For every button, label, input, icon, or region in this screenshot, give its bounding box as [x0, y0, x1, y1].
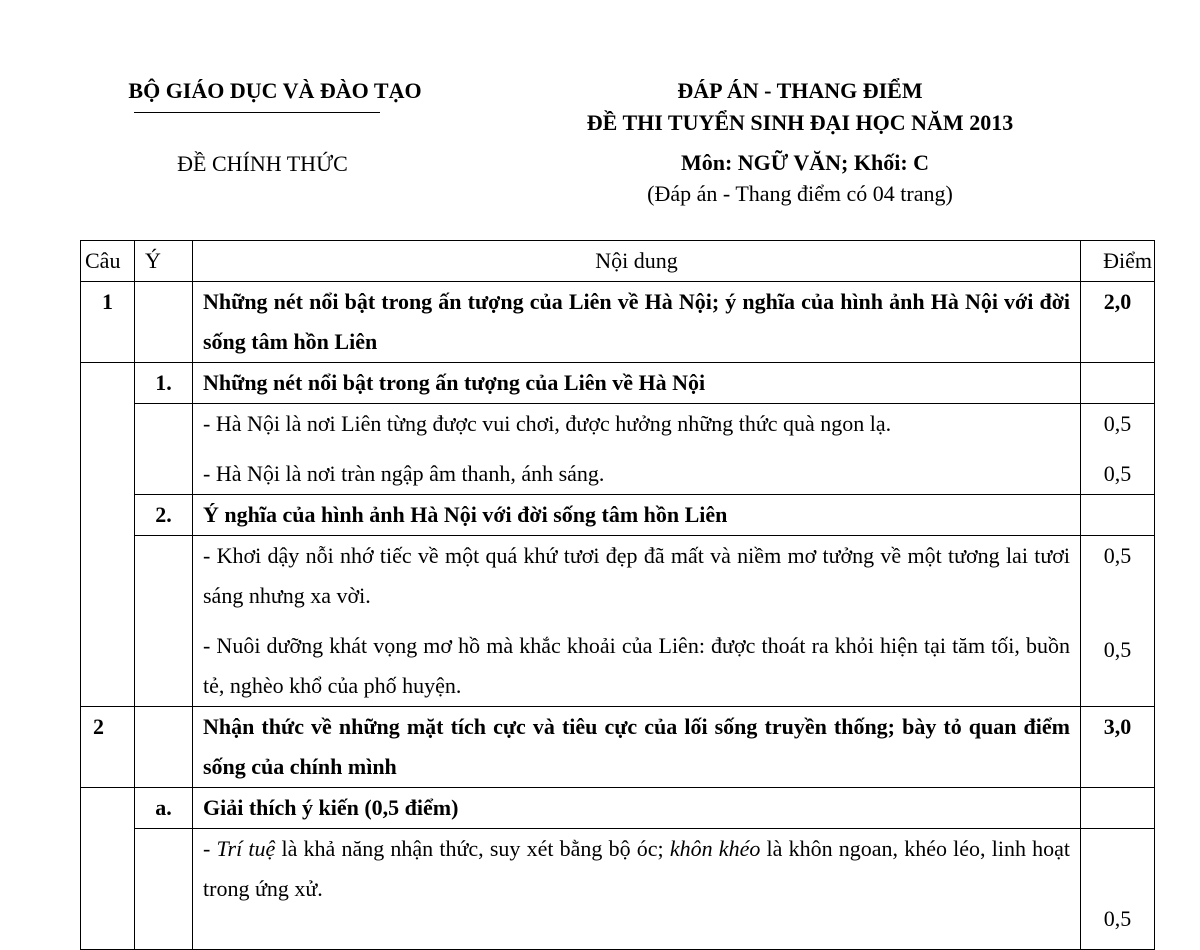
- header-y: Ý: [135, 241, 193, 282]
- answer-title: ĐÁP ÁN - THANG ĐIỂM: [677, 78, 923, 103]
- table-row: [81, 788, 1155, 829]
- point-score: 0,5: [1103, 411, 1132, 436]
- table-row: [81, 363, 1155, 404]
- points-score-cell: [1081, 536, 1155, 707]
- score-cell: [1081, 788, 1155, 829]
- point-text: - Hà Nội là nơi tràn ngập âm thanh, ánh sáng.: [203, 461, 605, 486]
- cau-number: 1: [81, 282, 135, 363]
- table-row: [81, 404, 1155, 495]
- definition-text: là khôn ngoan, khéo léo, linh hoạt trong ứng xử.: [203, 836, 1071, 901]
- section-title: Ý nghĩa của hình ảnh Hà Nội với đời sống tâm hồn Liên: [193, 495, 1081, 536]
- ministry-underline: [134, 112, 380, 113]
- y-letter: a.: [135, 788, 193, 829]
- y-cell: [135, 707, 193, 788]
- header-diem: Điểm: [1081, 241, 1155, 282]
- question-title: Những nét nổi bật trong ấn tượng của Liên về Hà Nội; ý nghĩa của hình ảnh Hà Nội với đời sống tâm hồn Liên: [193, 282, 1081, 363]
- point-score: 0,5: [1103, 637, 1132, 662]
- section-title: Giải thích ý kiến (0,5 điểm): [193, 788, 1081, 829]
- points-cell: [193, 829, 1081, 950]
- point-text: - Nuôi dưỡng khát vọng mơ hồ mà khắc khoải của Liên: được thoát ra khỏi hiện tại tăm tối, buồn tẻ, nghèo khổ của phố huyện.: [203, 633, 1070, 698]
- table-row: [81, 282, 1155, 363]
- term-khon-kheo: khôn khéo: [669, 836, 761, 861]
- table-header-row: [81, 241, 1155, 282]
- table-row: [81, 536, 1155, 707]
- table-row: [81, 829, 1155, 950]
- y-cell: [135, 829, 193, 950]
- pages-note: (Đáp án - Thang điểm có 04 trang): [647, 181, 953, 206]
- subject-line: Môn: NGỮ VĂN; Khối: C: [680, 150, 930, 175]
- header-noi-dung: Nội dung: [193, 241, 1081, 282]
- question-title: Nhận thức về những mặt tích cực và tiêu cực của lối sống truyền thống; bày tỏ quan điểm sống của chính mình: [193, 707, 1081, 788]
- question-score: 2,0: [1081, 282, 1155, 363]
- point-text: - Trí tuệ là khả năng nhận thức, suy xét bằng bộ óc; khôn khéo là khôn ngoan, khéo léo, linh hoạt trong ứng xử.: [203, 836, 1071, 901]
- cau-number: 2: [81, 707, 135, 788]
- y-number: 2.: [135, 495, 193, 536]
- question-score: 3,0: [1081, 707, 1155, 788]
- point-score: 0,5: [1103, 461, 1132, 486]
- points-score-cell: [1081, 829, 1155, 950]
- y-number: 1.: [135, 363, 193, 404]
- y-cell: [135, 404, 193, 495]
- score-table: [80, 240, 1155, 950]
- cau-cell: [81, 788, 135, 950]
- table-row: [81, 707, 1155, 788]
- section-title: Những nét nổi bật trong ấn tượng của Liên về Hà Nội: [193, 363, 1081, 404]
- table-row: [81, 495, 1155, 536]
- cau-cell: [81, 363, 135, 707]
- score-cell: [1081, 363, 1155, 404]
- term-tri-tue: Trí tuệ: [216, 836, 276, 861]
- header-cau: Câu: [81, 241, 135, 282]
- point-score: 0,5: [1103, 906, 1132, 931]
- points-cell: [193, 536, 1081, 707]
- y-cell: [135, 282, 193, 363]
- point-text: - Khơi dậy nỗi nhớ tiếc về một quá khứ tươi đẹp đã mất và niềm mơ tưởng về một tương lai tươi sáng nhưng xa vời.: [203, 543, 1070, 608]
- point-text: - Hà Nội là nơi Liên từng được vui chơi, được hưởng những thức quà ngon lạ.: [203, 411, 892, 436]
- points-cell: [193, 404, 1081, 495]
- score-cell: [1081, 495, 1155, 536]
- y-cell: [135, 536, 193, 707]
- point-score: 0,5: [1103, 543, 1132, 568]
- official-label: ĐỀ CHÍNH THỨC: [177, 151, 348, 176]
- ministry-name: BỘ GIÁO DỤC VÀ ĐÀO TẠO: [128, 78, 422, 103]
- exam-title: ĐỀ THI TUYỂN SINH ĐẠI HỌC NĂM 2013: [586, 110, 1014, 135]
- definition-text: là khả năng nhận thức, suy xét bằng bộ óc;: [275, 836, 670, 861]
- points-score-cell: [1081, 404, 1155, 495]
